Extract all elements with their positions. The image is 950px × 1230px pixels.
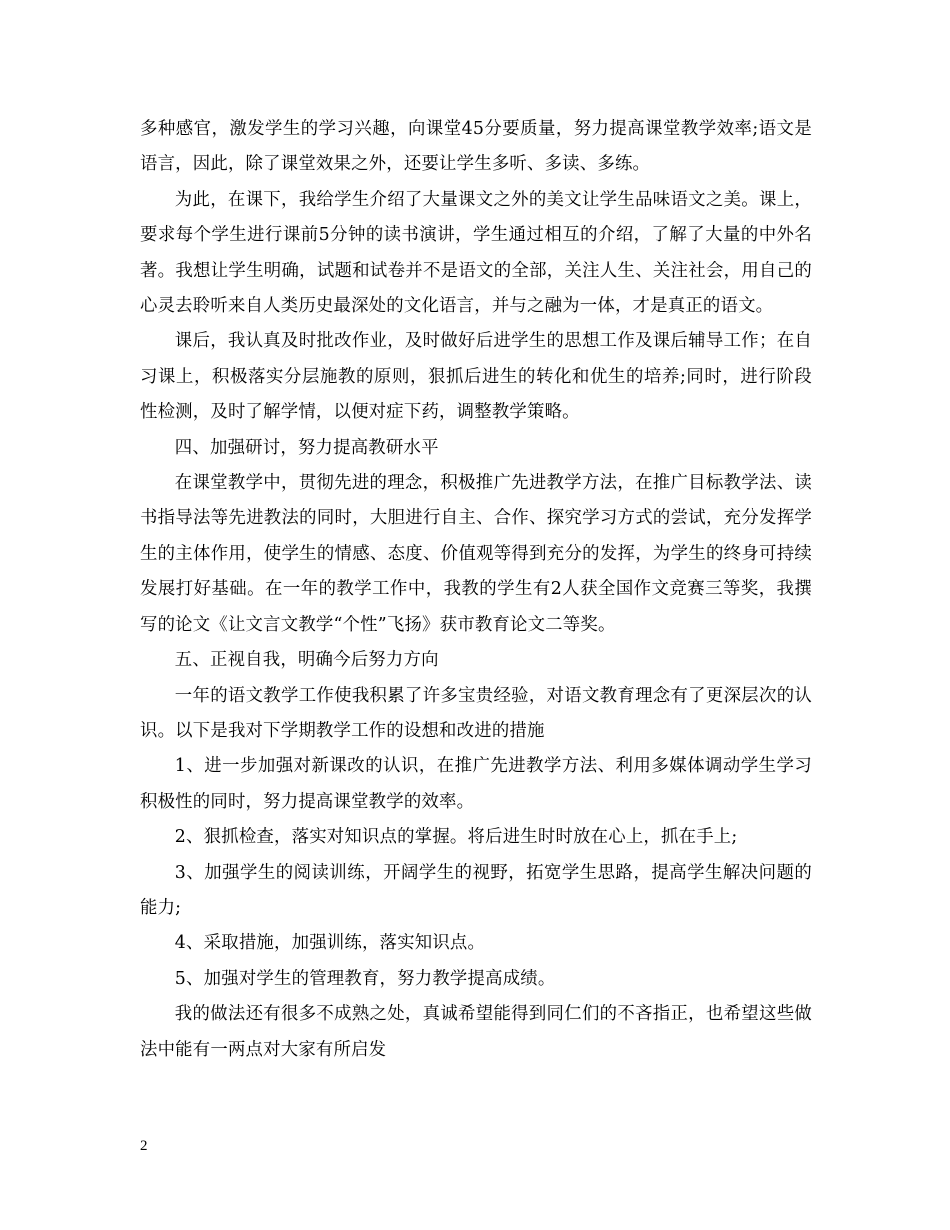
section-heading: 五、正视自我，明确今后努力方向 (174, 650, 439, 671)
page-number: 2 (140, 1138, 148, 1154)
paragraph: 为此，在课下，我给学生介绍了大量课文之外的美文让学生品味语文之美。课上，要求每个学生进行课前5分钟的读书演讲，学生通过相互的介绍，了解了大量的中外名著。我想让学生明确，试题和试卷并不是语文的全部，关注人生、关注社会，用自己的心灵去聆听来自人类历史最深处的文化语言，并与之融为一体，才是真正的语文。 (140, 189, 812, 317)
document-body (140, 112, 812, 1068)
paragraph: 课后，我认真及时批改作业，及时做好后进学生的思想工作及课后辅导工作；在自习课上，积极落实分层施教的原则，狠抓后进生的转化和优生的培养;同时，进行阶段性检测，及时了解学情，以便对症下药，调整教学策略。 (140, 331, 812, 423)
paragraph: 我的做法还有很多不成熟之处，真诚希望能得到同仁们的不吝指正，也希望这些做法中能有一两点对大家有所启发 (140, 1004, 812, 1060)
paragraph: 一年的语文教学工作使我积累了许多宝贵经验，对语文教育理念有了更深层次的认识。以下是我对下学期教学工作的设想和改进的措施 (140, 685, 812, 741)
paragraph: 在课堂教学中，贯彻先进的理念，积极推广先进教学方法，在推广目标教学法、读书指导法等先进教法的同时，大胆进行自主、合作、探究学习方式的尝试，充分发挥学生的主体作用，使学生的情感、态度、价值观等得到充分的发挥，为学生的终身可持续发展打好基础。在一年的教学工作中，我教的学生有2人获全国作文竞赛三等奖，我撰写的论文《让文言文教学“个性”飞扬》获市教育论文二等奖。 (140, 473, 812, 635)
list-item: 3、加强学生的阅读训练，开阔学生的视野，拓宽学生思路，提高学生解决问题的能力; (140, 862, 812, 918)
list-item: 5、加强对学生的管理教育，努力教学提高成绩。 (174, 968, 556, 989)
list-item: 4、采取措施，加强训练，落实知识点。 (174, 933, 486, 954)
list-item: 1、进一步加强对新课改的认识，在推广先进教学方法、利用多媒体调动学生学习积极性的同时，努力提高课堂教学的效率。 (140, 756, 812, 812)
list-item: 2、狠抓检查，落实对知识点的掌握。将后进生时时放在心上，抓在手上; (174, 827, 738, 848)
section-heading: 四、加强研讨，努力提高教研水平 (174, 437, 439, 458)
paragraph: 多种感官，激发学生的学习兴趣，向课堂45分要质量，努力提高课堂教学效率;语文是语言，因此，除了课堂效果之外，还要让学生多听、多读、多练。 (140, 119, 812, 175)
